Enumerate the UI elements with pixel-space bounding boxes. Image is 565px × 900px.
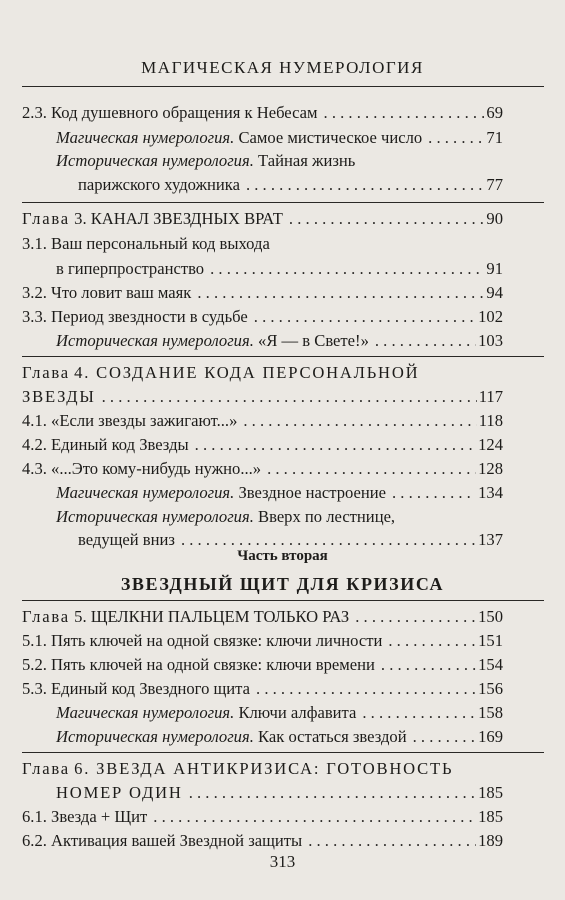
chapter-title: 6. ЗВЕЗДА АНТИКРИЗИСА: ГОТОВНОСТЬ bbox=[74, 759, 454, 778]
entry-page: 156 bbox=[478, 679, 503, 698]
part-heading: ЗВЕЗДНЫЙ ЩИТ ДЛЯ КРИЗИСА bbox=[120, 574, 445, 594]
section-rule bbox=[22, 202, 544, 203]
entry-title: Активация вашей Звездной защиты bbox=[51, 831, 303, 850]
toc-entry bbox=[0, 328, 565, 354]
entry-number: 3.1. bbox=[22, 234, 47, 253]
toc-entry bbox=[0, 280, 565, 306]
chapter-word: Глава bbox=[22, 759, 70, 778]
chapter-title: НОМЕР ОДИН bbox=[56, 783, 183, 802]
chapter-title: 4. СОЗДАНИЕ КОДА ПЕРСОНАЛЬНОЙ bbox=[74, 363, 420, 382]
entry-title: Самое мистическое число bbox=[238, 128, 423, 147]
toc-entry bbox=[0, 304, 565, 330]
entry-page: 90 bbox=[486, 209, 503, 228]
entry-label: Магическая нумерология. bbox=[56, 128, 235, 147]
leader-dots bbox=[375, 328, 476, 354]
leader-dots bbox=[195, 432, 476, 458]
entry-page: 185 bbox=[478, 807, 503, 826]
toc-entry bbox=[0, 432, 565, 458]
entry-title: Что ловит ваш маяк bbox=[51, 283, 192, 302]
leader-dots bbox=[189, 780, 476, 806]
chapter-title: ЗВЕЗДЫ bbox=[22, 387, 96, 406]
entry-page: 189 bbox=[478, 831, 503, 850]
toc-entry bbox=[0, 628, 565, 654]
chapter-entry-continuation bbox=[0, 384, 565, 410]
entry-title: Единый код Звезды bbox=[51, 435, 189, 454]
leader-dots bbox=[388, 628, 476, 654]
page-number: 313 bbox=[269, 852, 296, 871]
entry-title: парижского художника bbox=[78, 175, 240, 194]
entry-title: «...Это кому-нибудь нужно...» bbox=[51, 459, 262, 478]
toc-entry bbox=[0, 676, 565, 702]
entry-label: Магическая нумерология. bbox=[56, 703, 235, 722]
toc-entry bbox=[0, 231, 565, 257]
entry-title: Ключи алфавита bbox=[238, 703, 357, 722]
entry-label: Историческая нумерология. bbox=[56, 331, 254, 350]
toc-entry bbox=[0, 456, 565, 482]
leader-dots bbox=[243, 408, 476, 434]
entry-title: «Если звезды зажигают...» bbox=[51, 411, 238, 430]
leader-dots bbox=[355, 604, 476, 630]
toc-entry bbox=[0, 480, 565, 506]
toc-entry bbox=[0, 724, 565, 750]
leader-dots bbox=[210, 256, 484, 282]
entry-page: 134 bbox=[478, 483, 503, 502]
entry-page: 91 bbox=[486, 259, 503, 278]
running-head: МАГИЧЕСКАЯ НУМЕРОЛОГИЯ bbox=[141, 58, 424, 77]
entry-number: 3.3. bbox=[22, 307, 47, 326]
leader-dots bbox=[392, 480, 476, 506]
entry-page: 158 bbox=[478, 703, 503, 722]
chapter-word: Глава bbox=[22, 607, 70, 626]
entry-page: 128 bbox=[478, 459, 503, 478]
entry-title: Тайная жизнь bbox=[258, 151, 356, 170]
entry-number: 4.2. bbox=[22, 435, 47, 454]
part-title: Часть вторая bbox=[237, 548, 328, 564]
chapter-word: Глава bbox=[22, 209, 70, 228]
entry-number: 6.1. bbox=[22, 807, 47, 826]
entry-number: 4.3. bbox=[22, 459, 47, 478]
entry-page: 150 bbox=[478, 607, 503, 626]
entry-number: 3.2. bbox=[22, 283, 47, 302]
leader-dots bbox=[246, 172, 484, 198]
entry-label: Историческая нумерология. bbox=[56, 507, 254, 526]
toc-entry bbox=[0, 148, 565, 174]
entry-number: 6.2. bbox=[22, 831, 47, 850]
leader-dots bbox=[289, 206, 484, 232]
leader-dots bbox=[413, 724, 477, 750]
entry-title: Вверх по лестнице, bbox=[258, 507, 396, 526]
entry-label: Историческая нумерология. bbox=[56, 727, 254, 746]
entry-title: Пять ключей на одной связке: ключи личности bbox=[51, 631, 383, 650]
entry-label: Магическая нумерология. bbox=[56, 483, 235, 502]
leader-dots bbox=[153, 804, 476, 830]
entry-page: 94 bbox=[486, 283, 503, 302]
toc-entry bbox=[0, 804, 565, 830]
entry-title: Единый код Звездного щита bbox=[51, 679, 251, 698]
toc-entry-continuation bbox=[0, 256, 565, 282]
entry-page: 117 bbox=[478, 387, 503, 406]
section-rule bbox=[22, 356, 544, 357]
entry-page: 124 bbox=[478, 435, 503, 454]
entry-page: 185 bbox=[478, 783, 503, 802]
entry-page: 71 bbox=[486, 128, 503, 147]
entry-label: Историческая нумерология. bbox=[56, 151, 254, 170]
chapter-entry-continuation bbox=[0, 780, 565, 806]
entry-page: 118 bbox=[478, 411, 503, 430]
toc-entry bbox=[0, 408, 565, 434]
entry-title: Ваш персональный код выхода bbox=[51, 234, 270, 253]
entry-number: 2.3. bbox=[22, 103, 47, 122]
chapter-title: 3. КАНАЛ ЗВЕЗДНЫХ ВРАТ bbox=[74, 209, 283, 228]
chapter-entry bbox=[0, 206, 565, 232]
toc-entry bbox=[0, 652, 565, 678]
leader-dots bbox=[256, 676, 476, 702]
chapter-entry bbox=[0, 756, 565, 782]
leader-dots bbox=[308, 828, 476, 854]
chapter-title: 5. ЩЕЛКНИ ПАЛЬЦЕМ ТОЛЬКО РАЗ bbox=[74, 607, 350, 626]
entry-number: 4.1. bbox=[22, 411, 47, 430]
entry-title: Звезда + Щит bbox=[51, 807, 148, 826]
header-rule bbox=[22, 86, 544, 87]
entry-page: 103 bbox=[478, 331, 503, 350]
entry-title: «Я — в Свете!» bbox=[258, 331, 369, 350]
entry-number: 5.2. bbox=[22, 655, 47, 674]
entry-page: 137 bbox=[478, 530, 503, 549]
section-rule bbox=[22, 600, 544, 601]
entry-page: 169 bbox=[478, 727, 503, 746]
chapter-entry bbox=[0, 360, 565, 386]
entry-number: 5.3. bbox=[22, 679, 47, 698]
entry-title: Звездное настроение bbox=[238, 483, 386, 502]
leader-dots bbox=[381, 652, 476, 678]
toc-entry bbox=[0, 100, 565, 126]
leader-dots bbox=[102, 384, 477, 410]
entry-page: 154 bbox=[478, 655, 503, 674]
entry-page: 151 bbox=[478, 631, 503, 650]
leader-dots bbox=[362, 700, 476, 726]
toc-entry bbox=[0, 828, 565, 854]
entry-page: 77 bbox=[486, 175, 503, 194]
toc-entry-continuation bbox=[0, 172, 565, 198]
leader-dots bbox=[254, 304, 476, 330]
entry-title: Пять ключей на одной связке: ключи времени bbox=[51, 655, 375, 674]
leader-dots bbox=[267, 456, 476, 482]
entry-title: Код душевного обращения к Небесам bbox=[51, 103, 318, 122]
entry-page: 69 bbox=[486, 103, 503, 122]
entry-page: 102 bbox=[478, 307, 503, 326]
section-rule bbox=[22, 752, 544, 753]
leader-dots bbox=[197, 280, 484, 306]
entry-title: в гиперпространство bbox=[56, 259, 205, 278]
chapter-entry bbox=[0, 604, 565, 630]
entry-title: Как остаться звездой bbox=[258, 727, 407, 746]
toc-entry bbox=[0, 700, 565, 726]
entry-title: ведущей вниз bbox=[78, 530, 175, 549]
entry-number: 5.1. bbox=[22, 631, 47, 650]
entry-title: Период звездности в судьбе bbox=[51, 307, 248, 326]
leader-dots bbox=[324, 100, 485, 126]
chapter-word: Глава bbox=[22, 363, 70, 382]
